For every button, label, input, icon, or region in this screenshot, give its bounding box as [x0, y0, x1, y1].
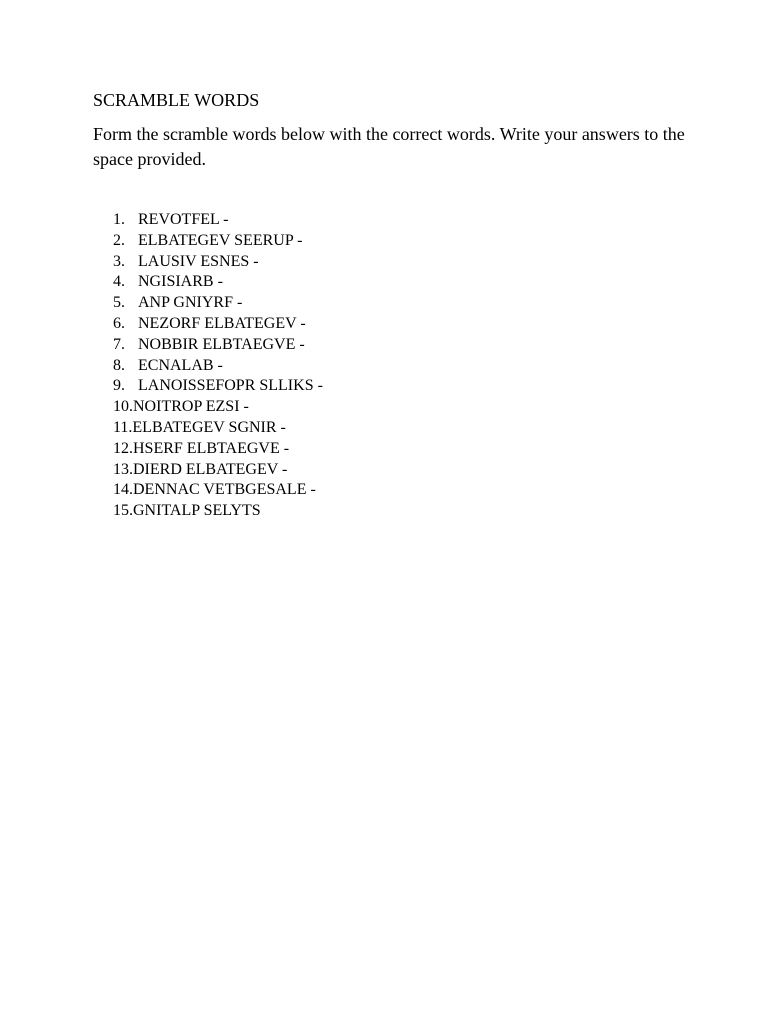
item-number: 3.	[113, 252, 125, 270]
scrambled-word: ECNALAB -	[138, 356, 223, 374]
list-item	[113, 335, 323, 356]
scrambled-word: ANP GNIYRF -	[138, 294, 243, 312]
list-item	[113, 418, 323, 439]
scrambled-word: HSERF ELBTAEGVE -	[133, 439, 290, 457]
item-number: 14.	[113, 481, 133, 499]
scrambled-word: NOITROP EZSI -	[133, 398, 249, 416]
item-number: 1.	[113, 211, 125, 228]
item-number: 9.	[113, 377, 125, 395]
scrambled-word: GNITALP SELYTS	[133, 502, 261, 520]
page-title: SCRAMBLE WORDS	[93, 90, 260, 110]
list-item	[113, 314, 323, 335]
item-number: 6.	[113, 314, 125, 332]
scrambled-word: DENNAC VETBGESALE -	[133, 481, 316, 499]
list-item	[113, 231, 323, 252]
scrambled-word: ELBATEGEV SEERUP -	[138, 231, 303, 249]
item-number: 13.	[113, 460, 133, 478]
list-item	[113, 356, 323, 377]
item-number: 11.	[113, 418, 133, 436]
item-number: 8.	[113, 356, 125, 374]
scrambled-word: NGISIARB -	[138, 273, 223, 291]
scrambled-word: LANOISSEFOPR SLLIKS -	[138, 377, 323, 395]
list-item	[113, 397, 323, 418]
item-number: 10.	[113, 398, 133, 416]
scrambled-word: DIERD ELBATEGEV -	[133, 460, 288, 478]
list-item	[113, 501, 323, 522]
list-item	[113, 480, 323, 501]
scrambled-word: LAUSIV ESNES -	[138, 252, 259, 270]
scrambled-word: NOBBIR ELBTAEGVE -	[138, 335, 305, 353]
item-number: 7.	[113, 335, 125, 353]
scrambled-word: ELBATEGEV SGNIR -	[132, 418, 286, 436]
list-item	[113, 460, 323, 481]
item-number: 15.	[113, 502, 133, 520]
list-item	[113, 293, 323, 314]
list-item	[113, 439, 323, 460]
item-number: 2.	[113, 231, 125, 249]
scrambled-word: REVOTFEL -	[138, 211, 229, 228]
list-item	[113, 210, 323, 231]
item-number: 4.	[113, 273, 125, 291]
scramble-word-list	[113, 210, 323, 522]
list-item	[113, 376, 323, 397]
instructions-text: Form the scramble words below with the correct words. Write your answers to the space provided.	[93, 124, 685, 169]
item-number: 5.	[113, 294, 125, 312]
scrambled-word: NEZORF ELBATEGEV -	[138, 314, 306, 332]
list-item	[113, 272, 323, 293]
list-item	[113, 252, 323, 273]
item-number: 12.	[113, 439, 133, 457]
